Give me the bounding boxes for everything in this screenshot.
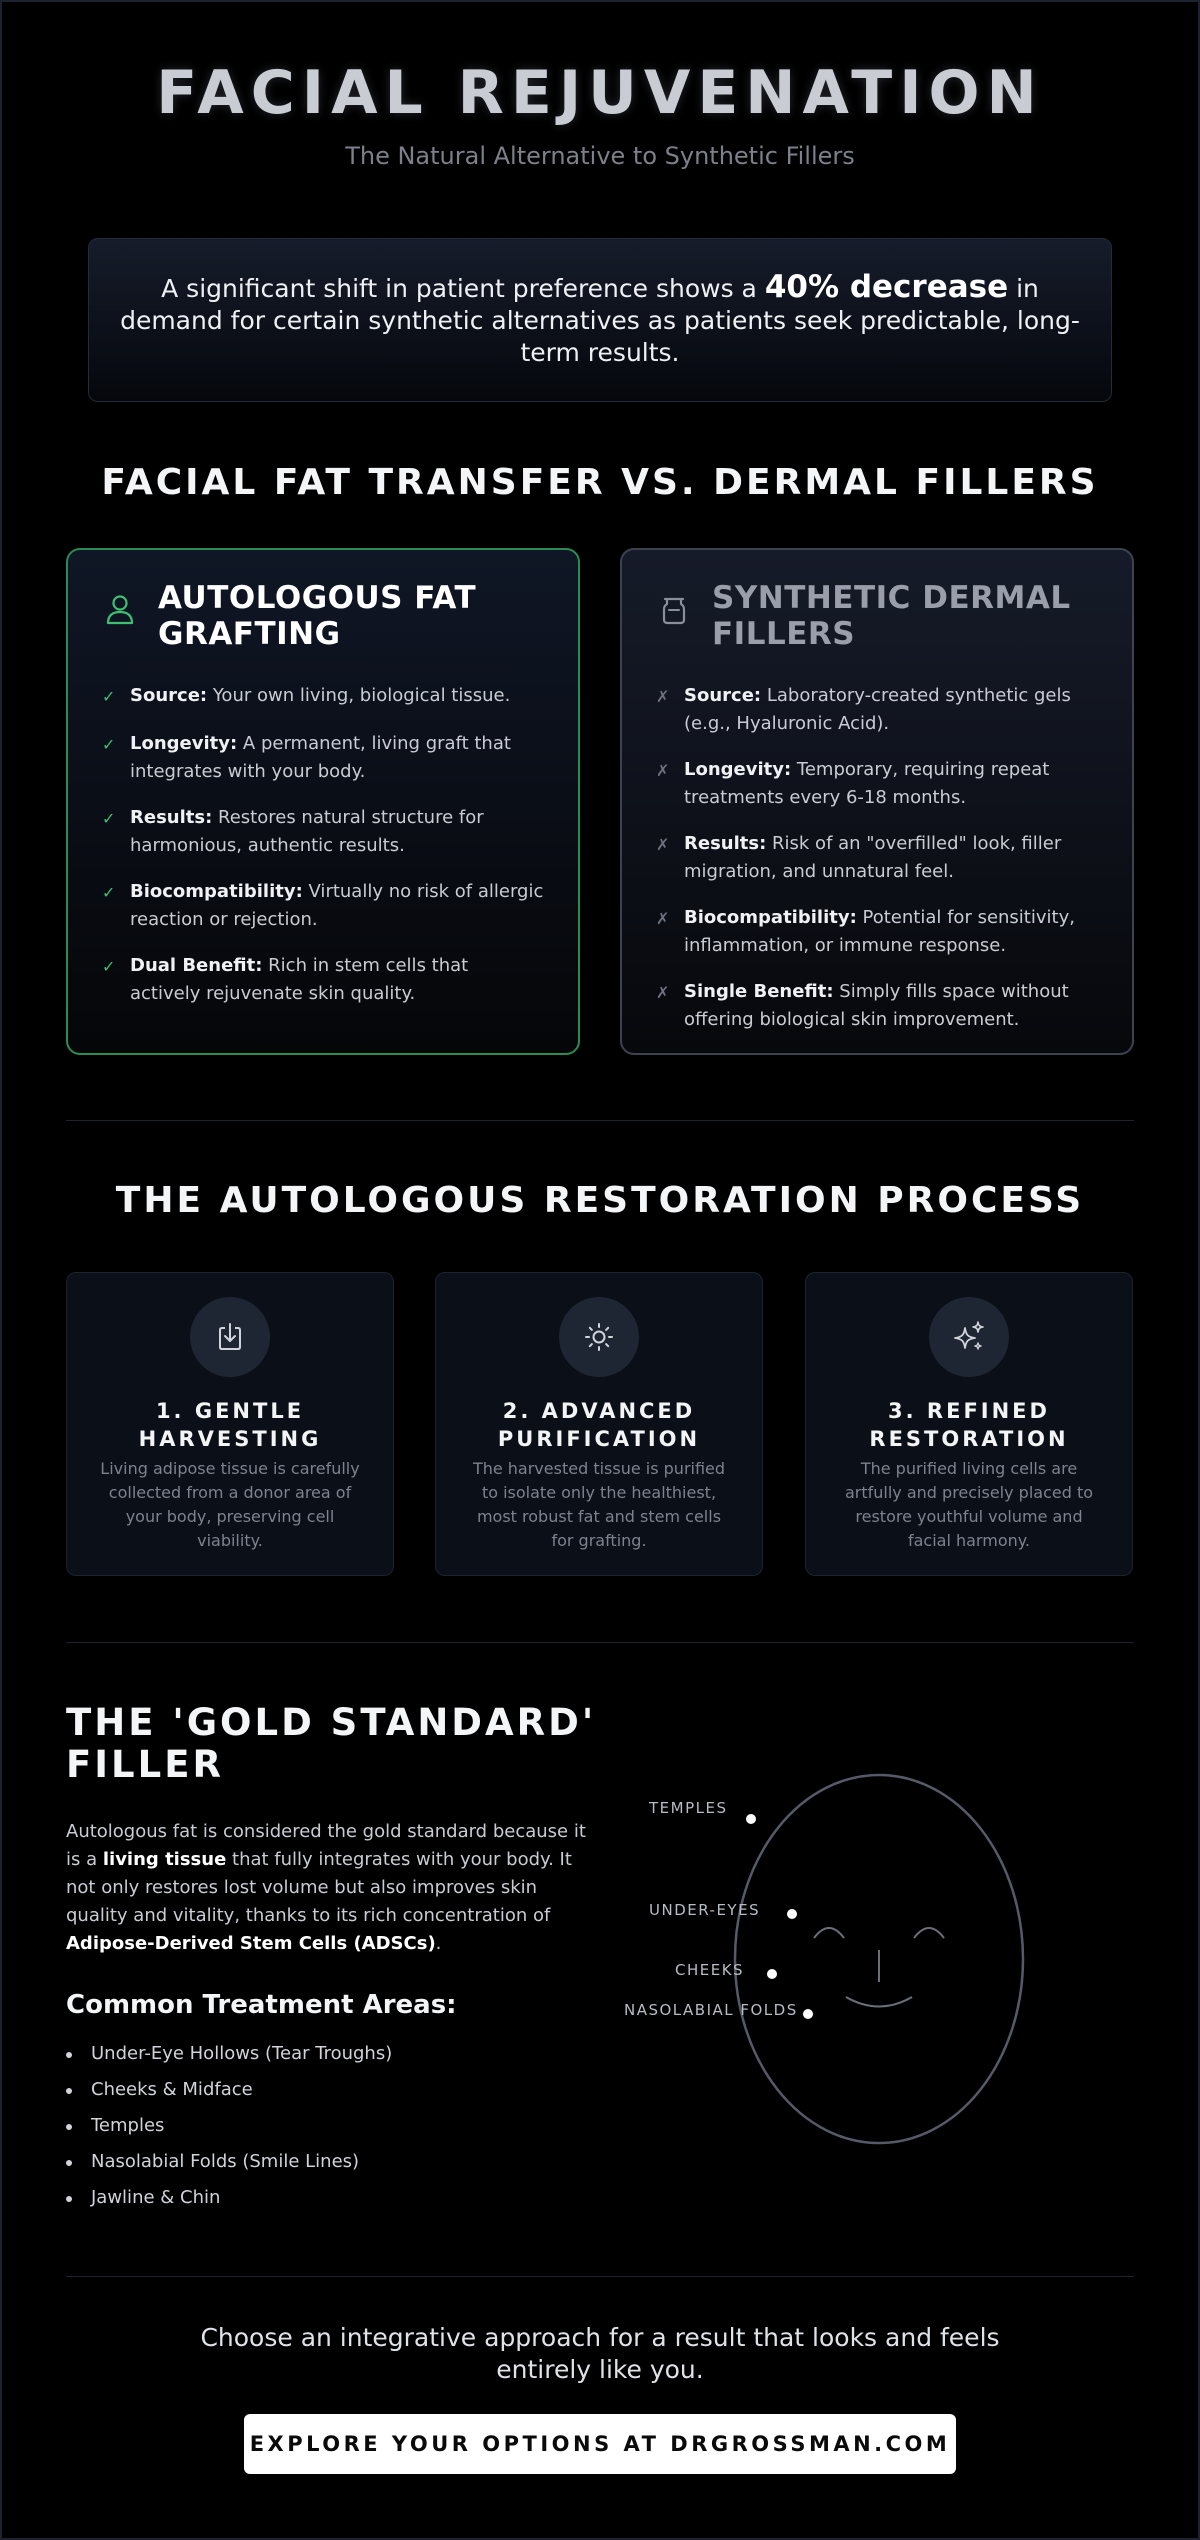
cross-icon: ✗: [656, 909, 670, 928]
treatment-area-item: Temples: [66, 2108, 392, 2144]
face-label-cheeks: CHEEKS: [675, 1961, 745, 1979]
gold-body-part: that fully integrates with your body. It not only restores lost volume but also improves skin quality and vitality, thanks to its rich concentration of: [66, 1849, 572, 1926]
step-title: 2. ADVANCED PURIFICATION: [497, 1399, 701, 1451]
synthetic-item-term: Biocompatibility:: [684, 907, 857, 928]
stat-callout: [88, 238, 1112, 402]
check-icon: ✓: [102, 735, 116, 754]
synthetic-item-term: Source:: [684, 685, 762, 706]
under-eyes-marker: [787, 1909, 797, 1919]
synthetic-item: [656, 830, 1098, 886]
synthetic-item-text: [684, 756, 1098, 812]
temples-marker: [746, 1814, 756, 1824]
comparison-title: FACIAL FAT TRANSFER VS. DERMAL FILLERS: [101, 462, 1099, 503]
stat-text: [119, 271, 1081, 369]
cross-icon: ✗: [656, 761, 670, 780]
gold-body-bold: Adipose-Derived Stem Cells (ADSCs): [66, 1933, 436, 1954]
explore-options-button[interactable]: EXPLORE YOUR OPTIONS AT DRGROSSMAN.COM: [244, 2414, 956, 2474]
sparkles-icon: [951, 1319, 987, 1355]
synthetic-item-term: Longevity:: [684, 759, 792, 780]
treatment-area-item: Jawline & Chin: [66, 2180, 392, 2216]
synthetic-card-list: [656, 682, 1098, 1034]
fat-card-list: [102, 682, 544, 1008]
step-title: 1. GENTLE HARVESTING: [138, 1399, 322, 1451]
face-diagram: [610, 1770, 1070, 2150]
stat-text-before: A significant shift in patient preference shows a: [161, 274, 765, 303]
cross-icon: ✗: [656, 835, 670, 854]
cross-icon: ✗: [656, 983, 670, 1002]
page-subtitle: The Natural Alternative to Synthetic Fillers: [345, 142, 855, 170]
left-eye: [814, 1928, 844, 1938]
gold-body-bold: living tissue: [102, 1849, 227, 1870]
synthetic-item-text: [684, 830, 1098, 886]
section-divider: [66, 1642, 1134, 1643]
cross-icon: ✗: [656, 687, 670, 706]
synthetic-item: [656, 978, 1098, 1034]
step-icon-circle: [929, 1297, 1009, 1377]
synthetic-item-text: [684, 978, 1098, 1034]
check-icon: ✓: [102, 809, 116, 828]
synthetic-card-header: [656, 580, 1098, 652]
fat-item-text: [130, 952, 544, 1008]
synthetic-item-description: Laboratory-created synthetic gels (e.g., Hyaluronic Acid).: [684, 685, 1071, 734]
fat-card-title: AUTOLOGOUS FAT GRAFTING: [158, 580, 477, 652]
face-label-nasolabial-folds: NASOLABIAL FOLDS: [624, 2001, 798, 2019]
fat-item-description: Virtually no risk of allergic reaction or rejection.: [130, 881, 544, 930]
step-description: The harvested tissue is purified to isolate only the healthiest, most robust fat and stem cells for grafting.: [472, 1459, 726, 1550]
process-step-restoration: [805, 1272, 1133, 1576]
process-step-purification: [435, 1272, 763, 1576]
gold-standard-title: THE 'GOLD STANDARD' FILLER: [66, 1701, 597, 1786]
check-icon: ✓: [102, 957, 116, 976]
right-eye: [914, 1928, 944, 1938]
synthetic-item-text: [684, 904, 1098, 960]
gold-body-part: Autologous fat is considered the gold standard because it is a: [66, 1821, 586, 1870]
fat-item-text: [130, 804, 544, 860]
synthetic-item-text: [684, 682, 1098, 738]
step-description: Living adipose tissue is carefully collected from a donor area of your body, preserving cell viability.: [100, 1459, 360, 1550]
fat-grafting-card: [66, 548, 580, 1055]
synthetic-item: [656, 682, 1098, 738]
synthetic-item-description: Temporary, requiring repeat treatments every 6-18 months.: [684, 759, 1050, 808]
fat-item: [102, 952, 544, 1008]
fat-item: [102, 730, 544, 786]
sun-icon: [582, 1320, 616, 1354]
check-icon: ✓: [102, 687, 116, 706]
gold-body-part: .: [435, 1933, 442, 1954]
synthetic-item-description: Risk of an "overfilled" look, filler migration, and unnatural feel.: [684, 833, 1062, 882]
fat-item-description: Restores natural structure for harmonious, authentic results.: [130, 807, 484, 856]
mouth: [846, 1997, 912, 2007]
cheeks-marker: [767, 1969, 777, 1979]
stat-text-after: in demand for certain synthetic alternatives as patients seek predictable, long-term results.: [120, 274, 1080, 367]
process-step-harvesting: [66, 1272, 394, 1576]
fat-item-text: [130, 878, 544, 934]
synthetic-card-title: SYNTHETIC DERMAL FILLERS: [712, 580, 1071, 652]
person-icon: [102, 592, 138, 628]
nasolabial-folds-marker: [803, 2009, 813, 2019]
fat-item-term: Source:: [130, 685, 208, 706]
step-title: 3. REFINED RESTORATION: [869, 1399, 1069, 1451]
fat-item-description: Your own living, biological tissue.: [207, 685, 511, 706]
step-icon-circle: [190, 1297, 270, 1377]
fat-item-description: A permanent, living graft that integrates with your body.: [130, 733, 511, 782]
fat-item-term: Longevity:: [130, 733, 238, 754]
fat-card-header: [102, 580, 544, 652]
synthetic-item-term: Single Benefit:: [684, 981, 834, 1002]
fat-item-term: Results:: [130, 807, 213, 828]
synthetic-item-description: Simply fills space without offering biological skin improvement.: [684, 981, 1069, 1030]
treatment-area-item: Cheeks & Midface: [66, 2072, 392, 2108]
synthetic-item: [656, 904, 1098, 960]
fat-item-term: Dual Benefit:: [130, 955, 263, 976]
synthetic-item-description: Potential for sensitivity, inflammation, or immune response.: [684, 907, 1075, 956]
step-icon-circle: [559, 1297, 639, 1377]
jar-icon: [656, 592, 692, 628]
synthetic-item-term: Results:: [684, 833, 767, 854]
treatment-areas-title: Common Treatment Areas:: [66, 1990, 457, 2020]
fat-item-text: [130, 730, 544, 786]
synthetic-fillers-card: [620, 548, 1134, 1055]
process-title: THE AUTOLOGOUS RESTORATION PROCESS: [115, 1180, 1085, 1221]
fat-item: [102, 682, 544, 712]
gold-standard-body: [66, 1818, 586, 1958]
fat-item: [102, 878, 544, 934]
page-title: FACIAL REJUVENATION: [156, 58, 1044, 128]
check-icon: ✓: [102, 883, 116, 902]
face-label-temples: TEMPLES: [649, 1799, 728, 1817]
harvest-icon: [213, 1320, 247, 1354]
fat-item-description: Rich in stem cells that actively rejuvenate skin quality.: [130, 955, 469, 1004]
fat-item: [102, 804, 544, 860]
stat-highlight: 40% decrease: [764, 269, 1009, 305]
face-label-under-eyes: UNDER-EYES: [649, 1901, 761, 1919]
step-description: The purified living cells are artfully and precisely placed to restore youthful volume and facial harmony.: [844, 1459, 1094, 1550]
cta-text: Choose an integrative approach for a result that looks and feels entirely like you.: [200, 2323, 1000, 2384]
section-divider: [66, 2276, 1134, 2277]
treatment-areas-list: [66, 2036, 392, 2216]
fat-item-term: Biocompatibility:: [130, 881, 303, 902]
section-divider: [66, 1120, 1134, 1121]
synthetic-item: [656, 756, 1098, 812]
fat-item-text: [130, 682, 510, 712]
treatment-area-item: Under-Eye Hollows (Tear Troughs): [66, 2036, 392, 2072]
treatment-area-item: Nasolabial Folds (Smile Lines): [66, 2144, 392, 2180]
